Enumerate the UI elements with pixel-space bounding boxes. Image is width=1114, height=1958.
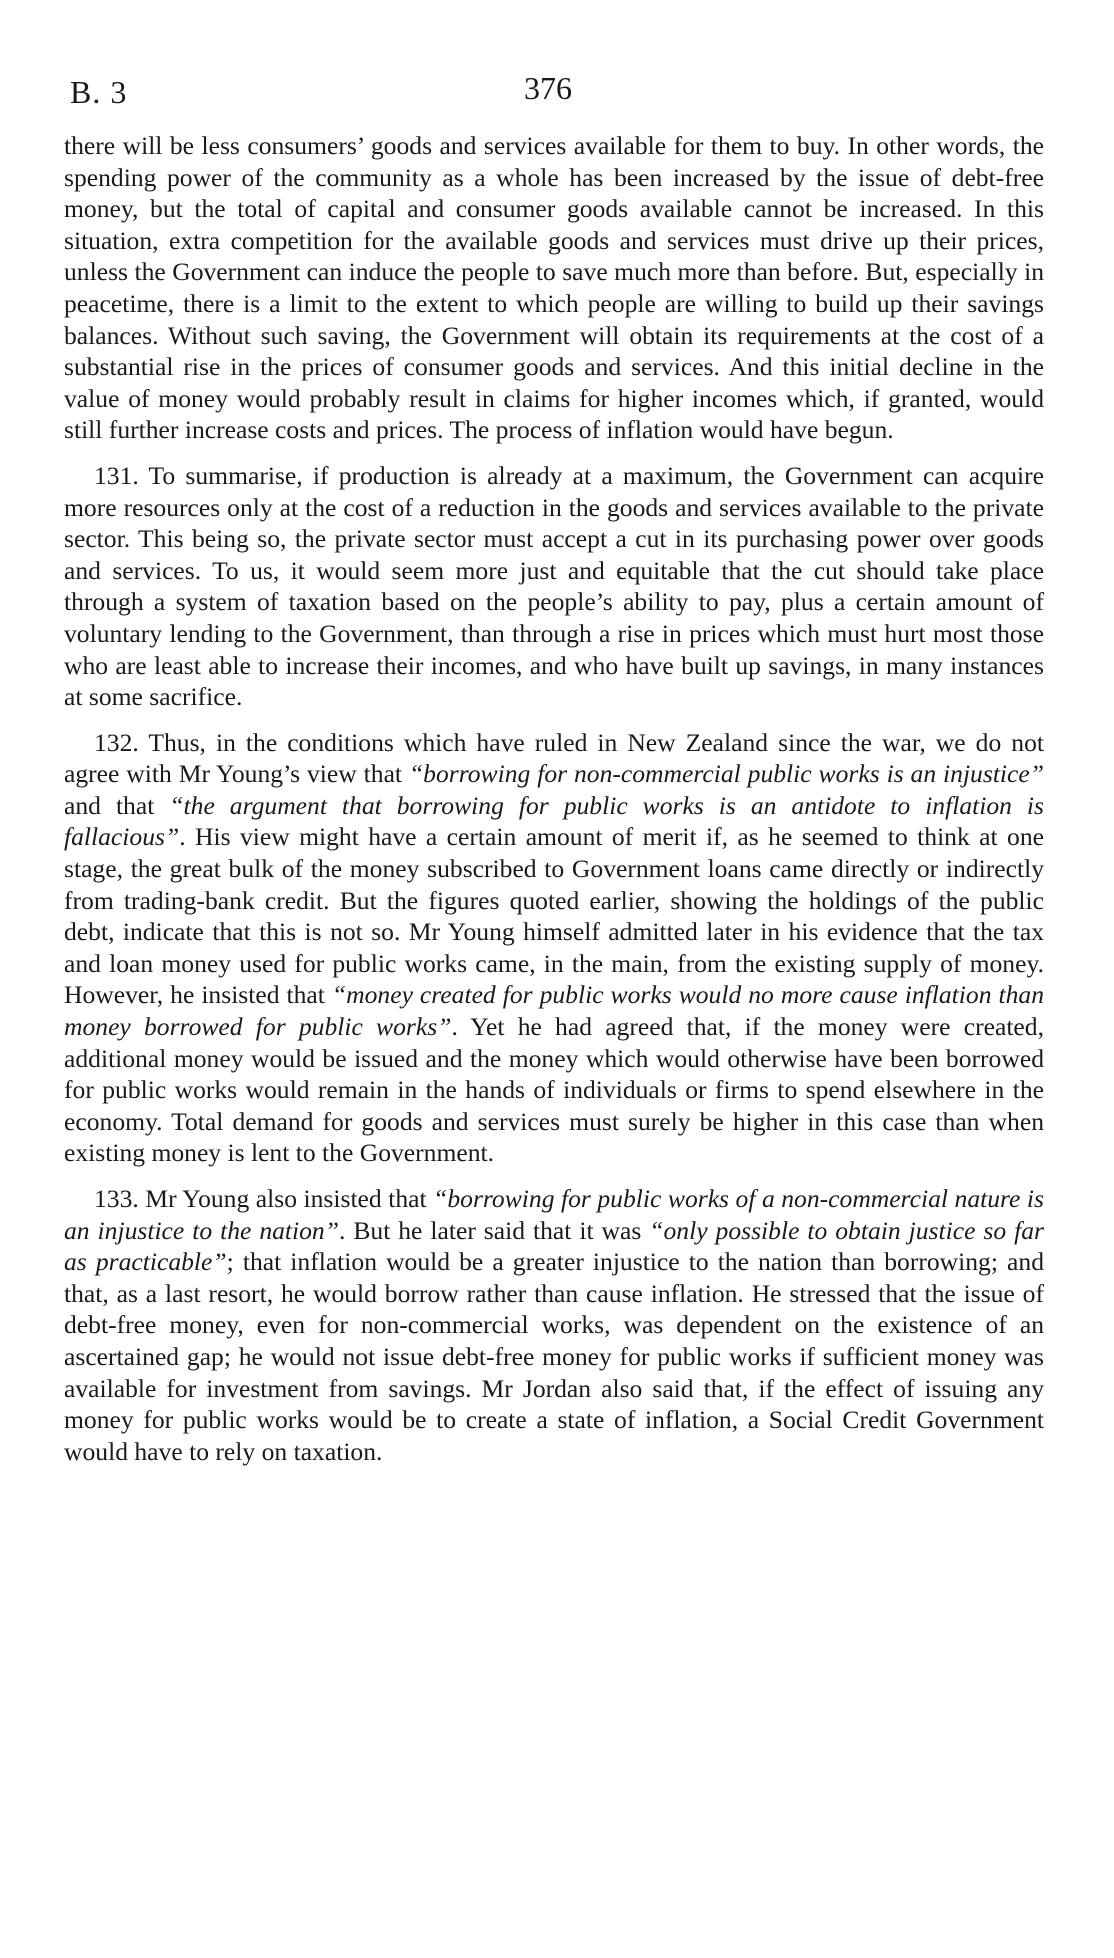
document-reference: B. 3 <box>70 74 128 110</box>
paragraph-132 <box>64 727 1044 1169</box>
quoted-text: “only possible to obtain justice so far as practicable” <box>64 1215 1044 1277</box>
quoted-text: “borrowing for non-commercial public works is an injustice” <box>408 759 1044 789</box>
paragraph-continued <box>64 130 1044 446</box>
text-segment: . But he later said that it was <box>338 1215 650 1245</box>
text-segment: and that <box>64 790 170 820</box>
document-page <box>64 70 1044 1481</box>
page-header <box>64 70 1044 130</box>
text-segment: . His view might have a certain amount of merit if, as he seemed to think at one stage, the great bulk of the money subscribed to Government loans came directly or indirectly from trading-bank credit. But the figures quoted earlier, showing the holdings of the public debt, indicate that this is not so. Mr Young himself admitted later in his evidence that the tax and loan money used for public works came, in the main, from the existing supply of money. However, he insisted that <box>64 822 1044 1010</box>
paragraph-number: 132. <box>94 727 139 757</box>
text-segment: there will be less consumers’ goods and services available for them to buy. In other words, the spending power of the community as a whole has been increased by the issue of debt-free money, but the total of capital and consumer goods available cannot be increased. In this situation, extra competition for the available goods and services must drive up their prices, unless the Government can induce the people to save much more than before. But, especially in peacetime, there is a limit to the extent to which people are willing to build up their savings balances. Without such saving, the Government will obtain its requirements at the cost of a substantial rise in the prices of consumer goods and services. And this initial decline in the value of money would probably result in claims for higher incomes which, if granted, would still further increase costs and prices. The process of inflation would have begun. <box>64 131 1044 445</box>
quoted-text: “money created for public works would no more cause inflation than money borrowed for public works” <box>64 980 1044 1042</box>
text-segment: Mr Young also insisted that <box>138 1184 434 1213</box>
paragraph-133 <box>64 1183 1044 1467</box>
page-number: 376 <box>524 70 572 106</box>
quoted-text: “borrowing for public works of a non-commercial nature is an injustice to the nation” <box>64 1184 1045 1245</box>
text-segment: Thus, in the conditions which have ruled in New Zealand since the war, we do not agree with Mr Young’s view that <box>64 727 1044 789</box>
paragraph-131 <box>64 460 1044 713</box>
text-segment: To summarise, if production is already at a maximum, the Government can acquire more resources only at the cost of a reduction in the goods and services available to the private sector. This being so, the private sector must accept a cut in its purchasing power over goods and services. To us, it would seem more just and equitable that the cut should take place through a system of taxation based on the people’s ability to pay, plus a certain amount of voluntary lending to the Government, than through a rise in prices which must hurt most those who are least able to increase their incomes, and who have built up savings, in many instances at some sacrifice. <box>64 460 1044 712</box>
text-segment: ; that inflation would be a greater injustice to the nation than borrowing; and that, as a last resort, he would borrow rather than cause inflation. He stressed that the issue of debt-free money, even for non-commercial works, was dependent on the existence of an ascertained gap; he would not issue debt-free money for public works if sufficient money was available for investment from savings. Mr Jordan also said that, if the effect of issuing any money for public works would be to create a state of inflation, a Social Credit Government would have to rely on taxation. <box>64 1247 1044 1466</box>
body-text <box>64 130 1044 1467</box>
text-segment: . Yet he had agreed that, if the money were created, additional money would be issued and the money which would otherwise have been borrowed for public works would remain in the hands of individuals or firms to spend elsewhere in the economy. Total demand for goods and services must surely be higher in this case than when existing money is lent to the Government. <box>64 1012 1044 1168</box>
quoted-text: “the argument that borrowing for public works is an antidote to inflation is fallacious” <box>64 790 1044 852</box>
paragraph-number: 131. <box>94 460 139 490</box>
paragraph-number: 133. <box>94 1184 139 1213</box>
